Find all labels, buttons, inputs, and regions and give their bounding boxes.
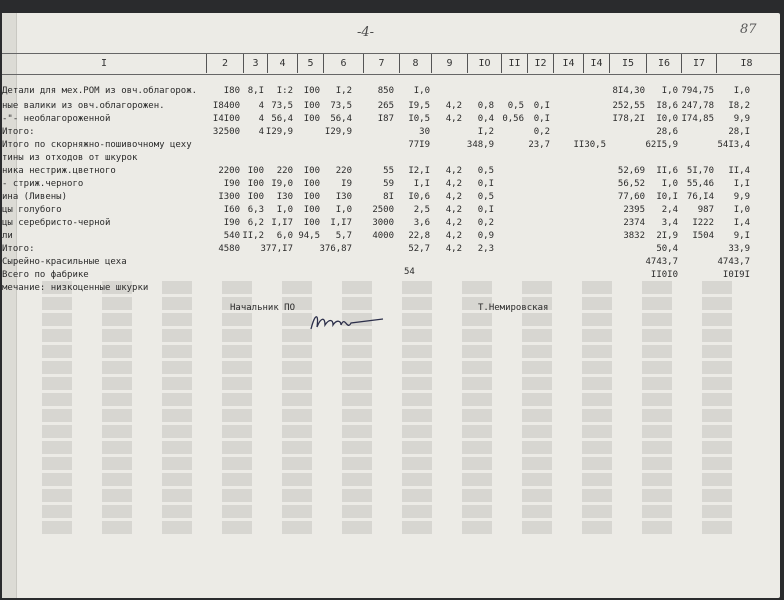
row-label: Итого:	[2, 244, 35, 254]
table-cell: 220	[276, 166, 293, 176]
table-cell: 76,I4	[686, 192, 714, 202]
table-cell: 28,I	[728, 127, 750, 137]
table-cell: I00	[303, 114, 320, 124]
table-cell: I0,5	[408, 114, 430, 124]
column-header: IO	[468, 54, 502, 73]
table-cell: I,0	[276, 205, 293, 215]
table-cell: 2200	[218, 166, 240, 176]
table-cell: 8I4,30	[612, 86, 645, 96]
table-cell: 0,I	[477, 179, 494, 189]
table-cell: I,0	[733, 86, 750, 96]
column-header: 2	[207, 54, 244, 73]
document-sheet	[2, 13, 780, 598]
table-cell: I00	[303, 218, 320, 228]
table-cell: 28,6	[656, 127, 678, 137]
table-cell: 94,5	[298, 231, 320, 241]
table-cell: 2,5	[413, 205, 430, 215]
table-cell: I,0	[413, 86, 430, 96]
table-cell: 56,4	[271, 114, 293, 124]
table-cell: 52,69	[617, 166, 645, 176]
row-label: Итого:	[2, 127, 35, 137]
column-header: I2	[528, 54, 554, 73]
row-label: -"- необлагороженной	[2, 114, 111, 124]
row-label: Итого по скорняжно-пошивочному цеху	[2, 140, 192, 150]
table-row	[2, 113, 780, 126]
table-cell: I00	[303, 101, 320, 111]
table-cell: 0,5	[477, 192, 494, 202]
table-cell: 2500	[372, 205, 394, 215]
table-row	[2, 204, 780, 217]
row-label: Детали для мех.РОМ из овч.облагорож.	[2, 86, 198, 96]
table-cell: I0,0	[656, 114, 678, 124]
table-cell: 0,8	[477, 101, 494, 111]
column-header: 3	[244, 54, 268, 73]
table-row	[2, 165, 780, 178]
table-cell: 2,4	[661, 205, 678, 215]
table-cell: 4,2	[445, 192, 462, 202]
column-header: 8	[400, 54, 432, 73]
table-cell: I30	[335, 192, 352, 202]
table-cell: 0,5	[477, 166, 494, 176]
table-row	[2, 126, 780, 139]
table-cell: 247,78	[681, 101, 714, 111]
bleed-through-text	[42, 278, 742, 578]
table-cell: I00	[247, 179, 264, 189]
chief-label: Начальник ПО	[230, 303, 296, 313]
table-cell: 6,0	[276, 231, 293, 241]
table-cell: I,2	[335, 86, 352, 96]
table-cell: I29,9	[324, 127, 352, 137]
table-cell: 0,I	[477, 205, 494, 215]
table-cell: 4	[258, 101, 264, 111]
row-label: Всего по фабрике	[2, 270, 89, 280]
table-cell: 987	[697, 205, 714, 215]
row-label: ина (Ливены)	[2, 192, 68, 202]
table-cell: I222	[692, 218, 714, 228]
table-cell: I,0	[661, 179, 678, 189]
table-cell: II,4	[728, 166, 750, 176]
table-cell: 4,2	[445, 114, 462, 124]
column-header: 5	[298, 54, 324, 73]
signer-name: Т.Немировская	[478, 303, 549, 313]
table-cell: I300	[218, 192, 240, 202]
table-cell: 3832	[623, 231, 645, 241]
table-cell: 0,5	[507, 101, 524, 111]
page-number: -4-	[357, 25, 375, 40]
table-cell: 4743,7	[717, 257, 750, 267]
table-cell: I29,9	[265, 127, 293, 137]
table-cell: 265	[377, 101, 394, 111]
table-cell: 3,6	[413, 218, 430, 228]
table-cell: 376,87	[319, 244, 352, 254]
table-cell: I,I	[413, 179, 430, 189]
table-cell: I0,I	[656, 192, 678, 202]
table-cell: I90	[223, 179, 240, 189]
table-cell: I00	[303, 192, 320, 202]
column-header: 4	[268, 54, 298, 73]
table-cell: 56,52	[617, 179, 645, 189]
table-cell: I00	[303, 179, 320, 189]
column-header: II	[502, 54, 528, 73]
table-row	[2, 282, 780, 295]
table-cell: 9,9	[733, 192, 750, 202]
table-cell: 2395	[623, 205, 645, 215]
table-cell: I9,5	[408, 101, 430, 111]
table-cell: 6,2	[247, 218, 264, 228]
table-cell: 4	[258, 114, 264, 124]
table-header	[2, 54, 780, 73]
table-cell: 794,75	[681, 86, 714, 96]
table-cell: 73,5	[330, 101, 352, 111]
table-cell: I,2	[477, 127, 494, 137]
signature-icon	[307, 309, 387, 337]
table-cell: II,2	[242, 231, 264, 241]
table-cell: 0,4	[477, 114, 494, 124]
table-cell: 8I	[383, 192, 394, 202]
table-row	[2, 243, 780, 256]
table-cell: 4,2	[445, 166, 462, 176]
table-cell: 4,2	[445, 205, 462, 215]
table-cell: 4000	[372, 231, 394, 241]
header-rule-bottom	[2, 74, 780, 75]
table-cell: 0,I	[533, 101, 550, 111]
table-cell: I74,85	[681, 114, 714, 124]
table-row	[2, 100, 780, 113]
table-row	[2, 178, 780, 191]
table-cell: 52,7	[408, 244, 430, 254]
table-row	[2, 269, 780, 282]
table-row	[2, 230, 780, 243]
table-cell: I9	[341, 179, 352, 189]
table-cell: I00	[247, 166, 264, 176]
table-cell: II0I0	[650, 270, 678, 280]
table-cell: 30	[419, 127, 430, 137]
table-cell: 9,9	[733, 114, 750, 124]
table-cell: I,4	[733, 218, 750, 228]
table-cell: I504	[692, 231, 714, 241]
column-header: I8	[740, 58, 753, 69]
row-label: Сырейно-красильные цеха	[2, 257, 127, 267]
sheet-number: 87	[740, 22, 757, 37]
table-cell: I00	[303, 166, 320, 176]
table-cell: I0I9I	[722, 270, 750, 280]
table-cell: 5I,70	[686, 166, 714, 176]
table-cell: 0,56	[502, 114, 524, 124]
table-cell: 8,I	[247, 86, 264, 96]
table-cell: I,I7	[330, 218, 352, 228]
table-cell: I,0	[335, 205, 352, 215]
table-cell: 348,9	[466, 140, 494, 150]
row-label: ника нестриж.цветного	[2, 166, 116, 176]
row-label: цы голубого	[2, 205, 62, 215]
table-cell: 540	[223, 231, 240, 241]
table-cell: 73,5	[271, 101, 293, 111]
row-label: мечание: низкоценные шкурки	[2, 283, 149, 293]
table-row	[2, 152, 780, 165]
table-cell: I,0	[733, 205, 750, 215]
column-header: I5	[610, 54, 647, 73]
column-header: 9	[432, 54, 468, 73]
table-cell: 377,I7	[260, 244, 293, 254]
table-cell: 4,2	[445, 179, 462, 189]
table-cell: 62I5,9	[645, 140, 678, 150]
table-cell: I9,0	[271, 179, 293, 189]
table-cell: I:2	[276, 86, 293, 96]
table-cell: 4,2	[445, 101, 462, 111]
table-cell: 2,3	[477, 244, 494, 254]
table-cell: 77I9	[408, 140, 430, 150]
table-cell: I,I7	[271, 218, 293, 228]
table-cell: 3000	[372, 218, 394, 228]
table-cell: 0,9	[477, 231, 494, 241]
table-cell: I4I00	[212, 114, 240, 124]
table-cell: 0,2	[533, 127, 550, 137]
table-cell: I87	[377, 114, 394, 124]
column-header: I7	[682, 54, 717, 73]
table-cell: 220	[335, 166, 352, 176]
table-cell: I00	[247, 192, 264, 202]
table-row	[2, 139, 780, 152]
table-cell: 23,7	[528, 140, 550, 150]
table-cell: 33,9	[728, 244, 750, 254]
table-cell: I00	[303, 86, 320, 96]
table-cell: 2374	[623, 218, 645, 228]
table-cell: 50,4	[656, 244, 678, 254]
table-cell: 9,I	[733, 231, 750, 241]
table-cell: I8,6	[656, 101, 678, 111]
column-header: 6	[324, 54, 364, 73]
row-label: ли	[2, 231, 13, 241]
table-cell: 32500	[212, 127, 240, 137]
table-cell: 6,3	[247, 205, 264, 215]
table-cell: I90	[223, 218, 240, 228]
table-cell: I,0	[661, 86, 678, 96]
row-label: - стриж.черного	[2, 179, 84, 189]
table-cell: 3,4	[661, 218, 678, 228]
table-cell: 5,7	[335, 231, 352, 241]
table-cell: 4743,7	[645, 257, 678, 267]
table-cell: 4,2	[445, 244, 462, 254]
table-cell: 56,4	[330, 114, 352, 124]
table-cell: I80	[223, 86, 240, 96]
table-cell: I30	[276, 192, 293, 202]
table-row	[2, 256, 780, 269]
column-header: 7	[364, 54, 400, 73]
table-cell: II30,5	[573, 140, 606, 150]
table-cell: 55	[383, 166, 394, 176]
table-cell: I,I	[733, 179, 750, 189]
table-cell: 22,8	[408, 231, 430, 241]
table-cell: 77,60	[617, 192, 645, 202]
note-number: 54	[404, 267, 415, 277]
row-label: ные валики из овч.облагорожен.	[2, 101, 165, 111]
table-cell: 4580	[218, 244, 240, 254]
row-label: тины из отходов от шкурок	[2, 153, 138, 163]
table-cell: 54I3,4	[717, 140, 750, 150]
table-cell: 59	[383, 179, 394, 189]
table-cell: 252,55	[612, 101, 645, 111]
table-row	[2, 217, 780, 230]
table-row	[2, 85, 780, 98]
table-cell: 4	[258, 127, 264, 137]
table-cell: II,6	[656, 166, 678, 176]
table-cell: 0,I	[533, 114, 550, 124]
table-cell: I2,I	[408, 166, 430, 176]
column-header: I4	[554, 54, 584, 73]
table-cell: I60	[223, 205, 240, 215]
column-header: I4	[584, 54, 610, 73]
table-cell: I8400	[212, 101, 240, 111]
table-cell: 4,2	[445, 231, 462, 241]
table-cell: 55,46	[686, 179, 714, 189]
table-cell: I78,2I	[612, 114, 645, 124]
row-label: цы серебристо-черной	[2, 218, 111, 228]
table-cell: I0,6	[408, 192, 430, 202]
column-header: I	[2, 54, 207, 73]
column-header: I6	[647, 54, 682, 73]
table-cell: 0,2	[477, 218, 494, 228]
table-row	[2, 191, 780, 204]
table-cell: 850	[377, 86, 394, 96]
table-cell: 2I,9	[656, 231, 678, 241]
table-cell: I8,2	[728, 101, 750, 111]
table-cell: 4,2	[445, 218, 462, 228]
table-cell: I00	[303, 205, 320, 215]
